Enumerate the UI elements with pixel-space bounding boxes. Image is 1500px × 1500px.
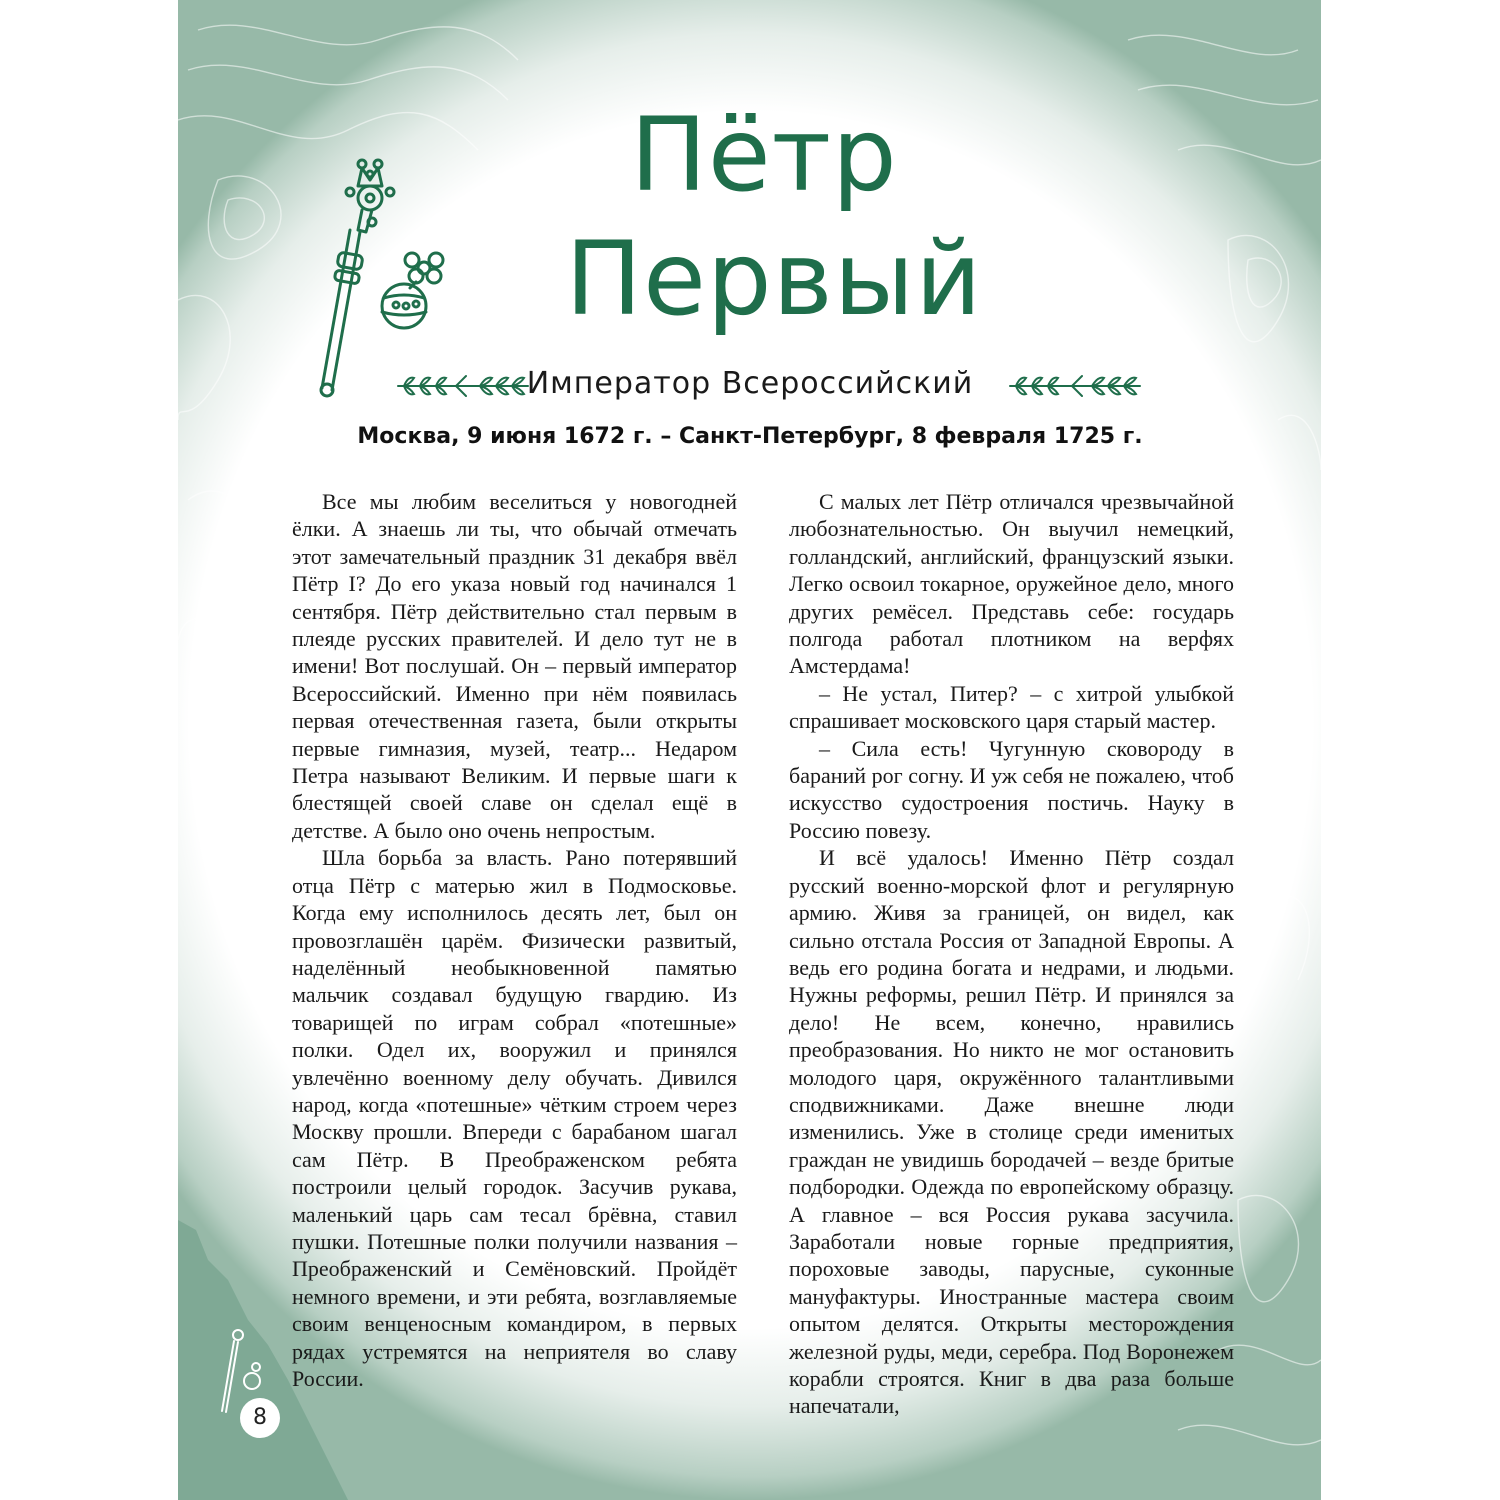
paragraph: – Сила есть! Чугунную сковороду в бараний рог согну. И уж себя не пожалею, чтоб искусство судостроения постичь. Науку в Россию повезу. — [789, 735, 1234, 843]
paragraph: – Не устал, Питер? – с хитрой улыбкой спрашивает московского царя старый мастер. — [789, 680, 1234, 734]
paragraph: С малых лет Пётр отличался чрезвычайной любознательностью. Он выучил немецкий, голландский, английский, французский языки. Легко освоил токарное, оружейное дело, много других ремёсел. Представь себе: государь полгода работал плотником на верфях Амстердама! — [789, 489, 1234, 679]
paragraph: Шла борьба за власть. Рано потерявший отца Пётр с матерью жил в Подмосковье. Когда ему исполнилось десять лет, был он провозглашён царём. Физически развитый, наделённый необыкновенной памятью мальчик создавал будущую гвардию. Из товарищей по играм собрал «потешные» полки. Одел их, вооружил и принялся увлечённо военному делу обучать. Дивился народ, когда «потешные» чётким строем через Москву прошли. Впереди с барабаном шагал сам Пётр. В Преображенском ребята построили целый городок. Засучив рукава, маленький царь сам тесал брёвна, ставил пушки. Потешные полки получили названия – Преображенский и Семёновский. Пройдёт немного времени, и эти ребята, возглавляемые своим венценосным командиром, в первых рядах устремятся на неприятеля во славу России. — [292, 845, 737, 1391]
right-laurel-ornament — [1008, 372, 1142, 400]
scepter-orb-icon — [300, 150, 460, 400]
left-text-column — [292, 488, 737, 1392]
page-number: 8 — [240, 1398, 280, 1438]
life-dates: Москва, 9 июня 1672 г. – Санкт-Петербург, 8 февраля 1725 г. — [357, 424, 1143, 449]
paragraph: И всё удалось! Именно Пётр создал русский военно-морской флот и регулярную армию. Живя за границей, он видел, как сильно отстала Россия от Западной Европы. А ведь его родина богата и недрами, и людьми. Нужны реформы, решил Пётр. И принялся за дело! Не всем, конечно, нравились преобразования. Но никто не мог остановить молодого царя, окружённого талантливыми сподвижниками. Даже внешне люди изменились. Уже в столице среди именитых граждан не увидишь бородачей – везде бритые подбородки. Одежда по европейскому образцу. А главное – вся Россия рукава засучила. Заработали новые горные предприятия, пороховые заводы, парусные, суконные мануфактуры. Иностранные мастера своим опытом делятся. Открыты месторождения железной руды, меди, серебра. Под Воронежем корабли строятся. Книг в два раза больше напечатали, — [789, 845, 1234, 1419]
right-text-column — [789, 488, 1234, 1420]
subtitle: Император Всероссийский — [526, 366, 974, 401]
title-line-2: Первый — [565, 220, 983, 339]
title-line-1: Пётр — [630, 96, 898, 215]
paragraph: Все мы любим веселиться у новогодней ёлки. А знаешь ли ты, что обычай отмечать этот замечательный праздник 31 декабря ввёл Пётр I? До его указа новый год начинался 1 сентября. Пётр действительно стал первым в плеяде русских правителей. И дело тут не в имени! Вот послушай. Он – первый император Всероссийский. Именно при нём появилась первая отечественная газета, были открыты первые гимназия, музей, театр... Недаром Петра называют Великим. И первые шаги к блестящей своей славе он сделал ещё в детстве. А было оно очень непростым. — [292, 489, 737, 843]
